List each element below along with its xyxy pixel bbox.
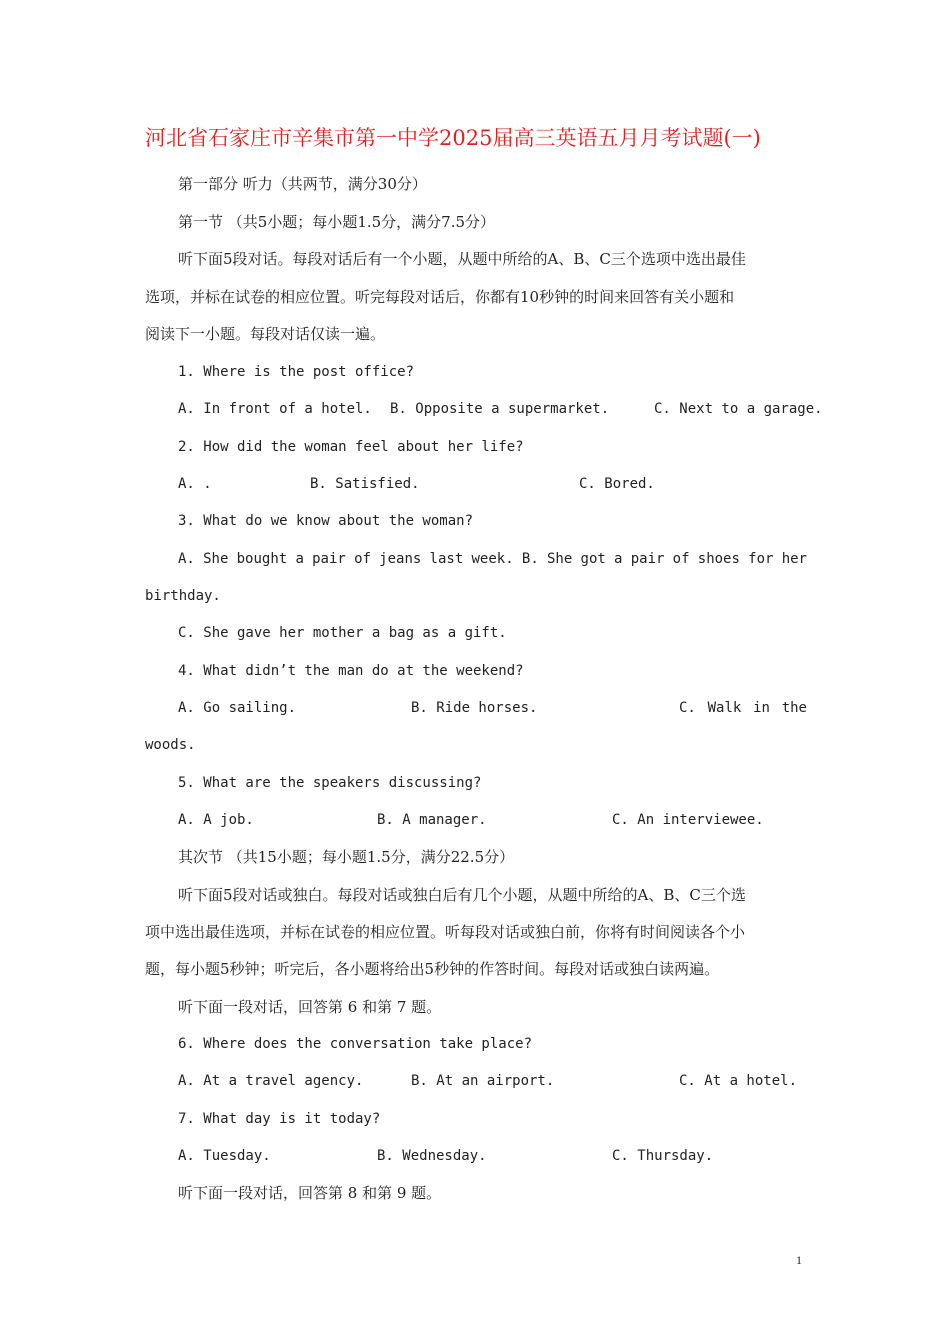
section-heading: 第一节 （共5小题；每小题1.5分，满分7.5分） [178, 213, 496, 231]
q5-option-a: A. A job. [178, 812, 254, 828]
q4-option-c [679, 698, 807, 718]
q5-option-b: B. A manager. [377, 812, 487, 828]
word: C. [679, 700, 696, 716]
page-number: 1 [796, 1253, 802, 1267]
instruction-line: 题，每小题5秒钟；听完后，各小题将给出5秒钟的作答时间。每段对话或独白读两遍。 [145, 960, 720, 978]
part-heading: 第一部分 听力（共两节，满分30分） [178, 175, 427, 193]
word: in [753, 700, 770, 716]
question-2: 2. How did the woman feel about her life? [178, 439, 524, 455]
word: the [781, 700, 807, 716]
q5-option-c: C. An interviewee. [612, 812, 764, 828]
word: for [748, 551, 774, 567]
instruction-line: 阅读下一小题。每段对话仅读一遍。 [145, 325, 386, 343]
q7-option-c: C. Thursday. [612, 1148, 714, 1164]
q4-option-c-continuation: woods. [145, 737, 196, 753]
word: last [429, 551, 464, 567]
question-5: 5. What are the speakers discussing? [178, 775, 482, 791]
q3-option-c: C. She gave her mother a bag as a gift. [178, 625, 507, 641]
question-1: 1. Where is the post office? [178, 364, 415, 380]
instruction-line: 项中选出最佳选项，并标在试卷的相应位置。听每段对话或独白前，你将有时间阅读各个小 [145, 923, 746, 941]
dialog-instruction: 听下面一段对话，回答第 6 和第 7 题。 [178, 998, 442, 1016]
q4-option-a: A. Go sailing. [178, 700, 297, 716]
word: bought [236, 551, 288, 567]
word: B. [521, 551, 539, 567]
word: got [580, 551, 606, 567]
q6-option-b: B. At an airport. [411, 1073, 555, 1089]
q7-option-b: B. Wednesday. [377, 1148, 487, 1164]
word: She [203, 551, 229, 567]
q2-option-c: C. Bored. [579, 476, 655, 492]
q2-option-b: B. Satisfied. [310, 476, 420, 492]
word: pair [630, 551, 665, 567]
question-6: 6. Where does the conversation take place? [178, 1036, 533, 1052]
word: jeans [379, 551, 422, 567]
q1-option-a: A. In front of a hotel. [178, 401, 372, 417]
q6-option-a: A. At a travel agency. [178, 1073, 364, 1089]
question-7: 7. What day is it today? [178, 1111, 381, 1127]
word: She [546, 551, 573, 567]
word: week. [471, 551, 514, 567]
instruction-line: 选项，并标在试卷的相应位置。听完每段对话后，你都有10秒钟的时间来回答有关小题和 [145, 288, 735, 306]
question-3: 3. What do we know about the woman? [178, 513, 474, 529]
instruction-line: 听下面5段对话。每段对话后有一个小题，从题中所给的A、B、C三个选项中选出最佳 [178, 250, 746, 268]
section-heading: 其次节 （共15小题；每小题1.5分，满分22.5分） [178, 848, 515, 866]
word: pair [312, 551, 346, 567]
q2-option-a: A. . [178, 476, 212, 492]
q3-options-ab [178, 549, 807, 569]
q1-option-b: B. Opposite a supermarket. [390, 401, 610, 417]
word: her [781, 551, 807, 567]
q7-option-a: A. Tuesday. [178, 1148, 271, 1164]
dialog-instruction: 听下面一段对话，回答第 8 和第 9 题。 [178, 1184, 442, 1202]
q3-option-b-continuation: birthday. [145, 588, 221, 604]
question-4: 4. What didn’t the man do at the weekend? [178, 663, 524, 679]
q6-option-c: C. At a hotel. [679, 1073, 798, 1089]
word: shoes [697, 551, 740, 567]
word: of [672, 551, 690, 567]
q4-option-b: B. Ride horses. [411, 700, 538, 716]
word: Walk [707, 700, 742, 716]
q1-option-c: C. Next to a garage. [654, 401, 823, 417]
word: a [295, 551, 304, 567]
document-title: 河北省石家庄市辛集市第一中学2025届高三英语五月月考试题(一) [145, 126, 761, 150]
word: of [354, 551, 371, 567]
word: a [614, 551, 623, 567]
instruction-line: 听下面5段对话或独白。每段对话或独白后有几个小题，从题中所给的A、B、C三个选 [178, 886, 746, 904]
word: A. [178, 551, 195, 567]
